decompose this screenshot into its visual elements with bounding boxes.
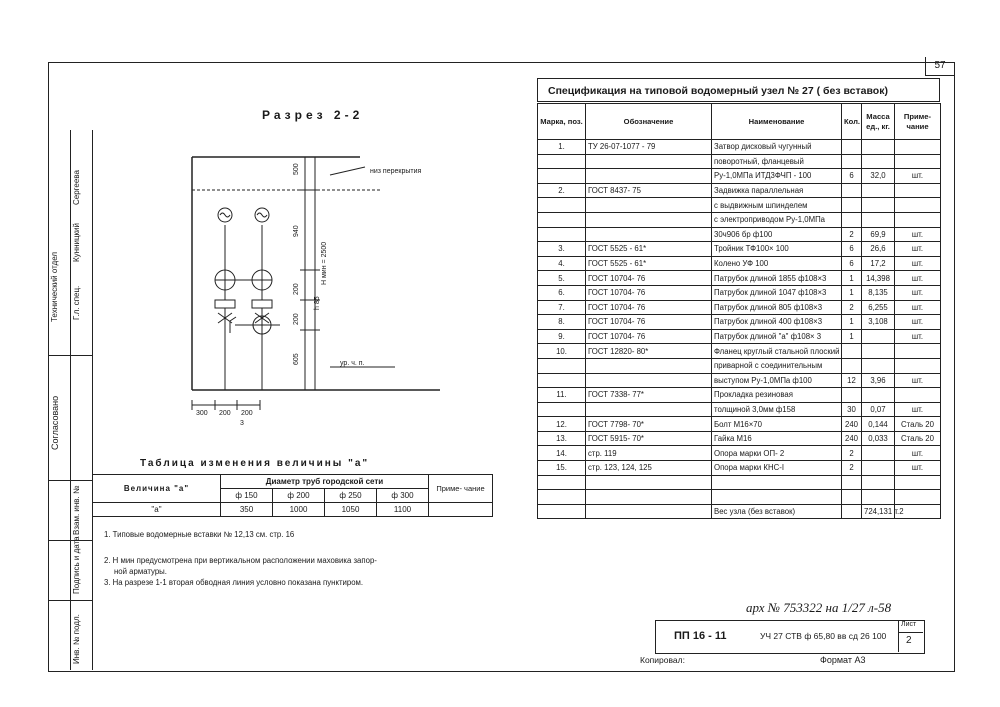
spec-cell-qty: 1 [842, 271, 862, 286]
section-title: Разрез 2-2 [262, 108, 364, 122]
spec-row [538, 271, 941, 286]
spec-cell-name: с выдвижным шпинделем [712, 198, 842, 213]
spec-cell-name: с электроприводом Pу-1,0МПа [712, 212, 842, 227]
spec-cell-designation [586, 198, 712, 213]
spec-cell-designation: ГОСТ 12820- 80* [586, 344, 712, 359]
spec-header-note: Приме- чание [895, 104, 941, 140]
spec-cell-qty: 12 [842, 373, 862, 388]
spec-cell-designation [586, 402, 712, 417]
change-value: 350 [221, 503, 273, 517]
label-ceiling: низ перекрытия [370, 168, 422, 175]
spec-cell-mark: 2. [538, 183, 586, 198]
spec-cell-qty: 2 [842, 300, 862, 315]
change-table-title: Таблица изменения величины "а" [140, 458, 370, 469]
spec-cell-qty [842, 388, 862, 403]
change-diameter: ф 150 [221, 489, 273, 503]
spec-cell-designation: ГОСТ 5525 - 61* [586, 242, 712, 257]
spec-cell-name: выступом Pу-1,0МПа ф100 [712, 373, 842, 388]
spec-cell-name: Патрубок длиной "а" ф108× 3 [712, 329, 842, 344]
spec-cell-note [895, 475, 941, 490]
note-line: ной арматуры. [114, 567, 167, 576]
spec-cell-qty [842, 183, 862, 198]
spec-cell-mark [538, 154, 586, 169]
spec-cell-designation [586, 212, 712, 227]
dim-label: 200 [241, 410, 253, 417]
dim-label: 300 [196, 410, 208, 417]
stamp-sheet-label: Лист [901, 621, 917, 628]
spec-cell-mass: 0,033 [862, 431, 895, 446]
spec-cell-name: 30ч906 бр ф100 [712, 227, 842, 242]
spec-cell-name: Патрубок длиной 805 ф108×3 [712, 300, 842, 315]
spec-cell-note: шт. [895, 256, 941, 271]
spec-cell-mark: 12. [538, 417, 586, 432]
spec-cell-designation: ГОСТ 10704- 76 [586, 315, 712, 330]
spec-cell-mass: 32,0 [862, 169, 895, 184]
change-col-group: Диаметр труб городской сети [221, 475, 429, 489]
spec-cell-name: Вес узла (без вставок) [712, 504, 842, 519]
spec-cell-note [895, 198, 941, 213]
dim-label: 200 [219, 410, 231, 417]
spec-cell-designation [586, 373, 712, 388]
spec-cell-qty: 2 [842, 227, 862, 242]
change-row-label: "а" [93, 503, 221, 517]
change-col-note: Приме- чание [429, 475, 493, 503]
spec-row [538, 461, 941, 476]
spec-row [538, 227, 941, 242]
spec-cell-mass: 3,108 [862, 315, 895, 330]
spec-cell-name: Колено УФ 100 [712, 256, 842, 271]
side-row-label: Кунницкий [72, 223, 81, 262]
spec-cell-note: шт. [895, 271, 941, 286]
spec-row [538, 183, 941, 198]
spec-cell-name: Фланец круглый стальной плоский [712, 344, 842, 359]
side-row-label: Г.л. спец. [72, 285, 81, 320]
dim-label: 200 [293, 283, 300, 295]
spec-cell-name: Опора марки ОП- 2 [712, 446, 842, 461]
spec-cell-note [895, 344, 941, 359]
spec-header-name: Наименование [712, 104, 842, 140]
spec-row [538, 212, 941, 227]
spec-cell-designation: ГОСТ 7798- 70* [586, 417, 712, 432]
spec-header-mass: Масса ед., кг. [862, 104, 895, 140]
spec-row [538, 358, 941, 373]
spec-cell-designation [586, 227, 712, 242]
spec-title: Спецификация на типовой водомерный узел № 27 ( без вставок) [537, 78, 940, 102]
spec-row [538, 154, 941, 169]
spec-row [538, 388, 941, 403]
spec-cell-note: шт. [895, 461, 941, 476]
spec-row [538, 315, 941, 330]
spec-cell-note [895, 490, 941, 505]
change-diameter: ф 300 [377, 489, 429, 503]
spec-cell-name: Pу-1,0МПа ИТД3ФЧП - 100 [712, 169, 842, 184]
spec-cell-mass [862, 344, 895, 359]
spec-cell-qty: 6 [842, 256, 862, 271]
spec-cell-mass [862, 198, 895, 213]
spec-row [538, 242, 941, 257]
spec-cell-mass [862, 388, 895, 403]
spec-cell-mass [862, 446, 895, 461]
spec-cell-designation: стр. 123, 124, 125 [586, 461, 712, 476]
spec-cell-mark: 11. [538, 388, 586, 403]
side-divider [48, 540, 92, 541]
spec-cell-mark [538, 490, 586, 505]
spec-cell-mark: 15. [538, 461, 586, 476]
spec-cell-qty: 6 [842, 169, 862, 184]
spec-cell-mass: 26,6 [862, 242, 895, 257]
archive-note: арх № 753322 на 1/27 л-58 [746, 600, 892, 615]
spec-cell-name: толщиной 3,0мм ф158 [712, 402, 842, 417]
side-stamp-field: Инв. № подл. [72, 614, 81, 664]
spec-cell-mass: 17,2 [862, 256, 895, 271]
change-value: 1050 [325, 503, 377, 517]
position-mark: 3 [240, 420, 244, 427]
stamp-divider [898, 620, 899, 652]
spec-cell-note: шт. [895, 373, 941, 388]
spec-cell-mass: 69,9 [862, 227, 895, 242]
change-table [92, 474, 493, 517]
spec-cell-note: шт. [895, 285, 941, 300]
spec-cell-qty: 30 [842, 402, 862, 417]
spec-cell-mass [862, 183, 895, 198]
spec-cell-qty: 1 [842, 329, 862, 344]
spec-cell-qty: 6 [842, 242, 862, 257]
spec-cell-mark [538, 169, 586, 184]
spec-cell-designation [586, 504, 712, 519]
spec-cell-designation: ГОСТ 5915- 70* [586, 431, 712, 446]
dim-h: h 85 [314, 296, 321, 310]
spec-cell-note [895, 212, 941, 227]
spec-cell-name [712, 490, 842, 505]
spec-cell-name: Затвор дисковый чугунный [712, 140, 842, 155]
spec-cell-mark [538, 373, 586, 388]
spec-table [537, 103, 941, 519]
change-value: 1000 [273, 503, 325, 517]
spec-cell-mark [538, 402, 586, 417]
spec-cell-mark: 10. [538, 344, 586, 359]
spec-cell-qty: 1 [842, 315, 862, 330]
spec-cell-mark: 3. [538, 242, 586, 257]
section-drawing [180, 145, 480, 430]
spec-cell-note [895, 154, 941, 169]
spec-header-designation: Обозначение [586, 104, 712, 140]
change-col-value: Величина "а" [93, 475, 221, 503]
spec-cell-designation [586, 475, 712, 490]
spec-row [538, 285, 941, 300]
spec-cell-qty [842, 140, 862, 155]
spec-header-qty: Кол. [842, 104, 862, 140]
copied-label: Копировал: [640, 655, 685, 665]
spec-cell-note: шт. [895, 402, 941, 417]
spec-cell-qty [842, 504, 862, 519]
spec-cell-mass [862, 154, 895, 169]
spec-cell-name: Патрубок длиной 400 ф108×3 [712, 315, 842, 330]
spec-cell-qty: 240 [842, 417, 862, 432]
side-divider [48, 480, 92, 481]
spec-cell-name: поворотный, фланцевый [712, 154, 842, 169]
stamp-divider [898, 632, 923, 633]
spec-cell-mass [862, 461, 895, 476]
spec-cell-qty: 2 [842, 446, 862, 461]
stamp-code: ПП 16 - 11 [674, 630, 727, 642]
spec-cell-mark: 14. [538, 446, 586, 461]
spec-cell-mass: 0,144 [862, 417, 895, 432]
spec-cell-qty: 1 [842, 285, 862, 300]
side-dept-label: Технический отдел [50, 251, 59, 322]
spec-cell-mark: 8. [538, 315, 586, 330]
spec-cell-designation: ГОСТ 5525 - 61* [586, 256, 712, 271]
spec-cell-mass [862, 212, 895, 227]
spec-row [538, 402, 941, 417]
spec-cell-designation: стр. 119 [586, 446, 712, 461]
dim-total: H мин = 2500 [321, 241, 328, 285]
spec-cell-qty [842, 198, 862, 213]
spec-cell-note: Сталь 20 [895, 431, 941, 446]
spec-cell-mass: 8,135 [862, 285, 895, 300]
stamp-title: УЧ 27 СТВ ф 65,80 вв сд 26 100 [760, 631, 887, 641]
spec-cell-qty [842, 154, 862, 169]
spec-row [538, 475, 941, 490]
motor-symbol-icon [257, 213, 267, 217]
spec-cell-qty [842, 344, 862, 359]
format-label: Формат А3 [820, 655, 866, 665]
spec-cell-mark: 7. [538, 300, 586, 315]
spec-cell-note: шт. [895, 227, 941, 242]
side-divider [48, 600, 92, 601]
spec-cell-mark: 1. [538, 140, 586, 155]
spec-cell-note [895, 183, 941, 198]
spec-cell-designation: ТУ 26-07-1077 - 79 [586, 140, 712, 155]
spec-cell-name: Болт М16×70 [712, 417, 842, 432]
spec-cell-designation: ГОСТ 10704- 76 [586, 271, 712, 286]
side-agreed-label: Согласовано [50, 395, 60, 450]
spec-cell-mass: 6,255 [862, 300, 895, 315]
spec-cell-mass: 14,398 [862, 271, 895, 286]
spec-row [538, 431, 941, 446]
spec-cell-mark: 9. [538, 329, 586, 344]
dim-label: 605 [293, 353, 300, 365]
spec-cell-name: Гайка М16 [712, 431, 842, 446]
dim-label: 500 [293, 163, 300, 175]
spec-cell-mass [862, 358, 895, 373]
spec-cell-mass: 3,96 [862, 373, 895, 388]
spec-cell-designation: ГОСТ 10704- 76 [586, 300, 712, 315]
spec-cell-name: Патрубок длиной 1047 ф108×3 [712, 285, 842, 300]
spec-row [538, 256, 941, 271]
dim-label: 940 [293, 225, 300, 237]
spec-cell-name: Опора марки КНС-I [712, 461, 842, 476]
note-line: 3. На разрезе 1-1 вторая обводная линия условно показана пунктиром. [104, 578, 364, 587]
stamp-sheet-number: 2 [906, 635, 912, 646]
side-divider [48, 355, 92, 356]
note-line: 1. Типовые водомерные вставки № 12,13 см. стр. 16 [104, 530, 295, 539]
change-value: 1100 [377, 503, 429, 517]
note-line: 2. Н мин предусмотрена при вертикальном расположении маховика запор- [104, 556, 377, 565]
spec-cell-mark [538, 358, 586, 373]
spec-cell-name: приварной с соединительным [712, 358, 842, 373]
spec-cell-name: Тройник ТФ100× 100 [712, 242, 842, 257]
spec-row [538, 504, 941, 519]
spec-cell-designation [586, 169, 712, 184]
spec-cell-mark [538, 227, 586, 242]
spec-cell-mark: 5. [538, 271, 586, 286]
spec-cell-mass [862, 140, 895, 155]
side-row-label: Сергеева [72, 170, 81, 205]
spec-cell-designation [586, 490, 712, 505]
change-diameter: ф 250 [325, 489, 377, 503]
spec-cell-note: шт. [895, 169, 941, 184]
spec-cell-designation: ГОСТ 7338- 77* [586, 388, 712, 403]
spec-cell-note: шт. [895, 446, 941, 461]
spec-cell-mark [538, 212, 586, 227]
spec-cell-designation: ГОСТ 10704- 76 [586, 329, 712, 344]
spec-cell-qty [842, 490, 862, 505]
spec-row [538, 373, 941, 388]
spec-cell-name: Задвижка параллельная [712, 183, 842, 198]
spec-row [538, 344, 941, 359]
spec-cell-name: Патрубок длиной 1855 ф108×3 [712, 271, 842, 286]
spec-cell-mark: 6. [538, 285, 586, 300]
spec-cell-note [895, 388, 941, 403]
spec-cell-mass [862, 329, 895, 344]
spec-row [538, 417, 941, 432]
spec-cell-name [712, 475, 842, 490]
spec-row [538, 446, 941, 461]
page-number: 57 [925, 57, 954, 76]
spec-row [538, 198, 941, 213]
spec-row [538, 329, 941, 344]
spec-cell-mark [538, 475, 586, 490]
spec-cell-note: Сталь 20 [895, 417, 941, 432]
spec-cell-mass: 0,07 [862, 402, 895, 417]
spec-cell-mass: 724,131 т.2 [862, 504, 895, 519]
spec-cell-designation [586, 358, 712, 373]
side-stamp-field: Подпись и дата [72, 536, 81, 594]
spec-cell-note: шт. [895, 329, 941, 344]
spec-row [538, 490, 941, 505]
spec-header-mark: Марка, поз. [538, 104, 586, 140]
spec-cell-mass [862, 475, 895, 490]
side-stamp-field: Взам. инв. № [72, 485, 81, 535]
spec-cell-note: шт. [895, 300, 941, 315]
dim-label: 200 [293, 313, 300, 325]
spec-row [538, 300, 941, 315]
spec-cell-note: шт. [895, 242, 941, 257]
spec-cell-note [895, 140, 941, 155]
spec-cell-mark [538, 504, 586, 519]
label-floor: ур. ч. п. [340, 360, 365, 367]
spec-cell-qty [842, 212, 862, 227]
spec-cell-qty: 2 [842, 461, 862, 476]
spec-cell-mass [862, 490, 895, 505]
spec-cell-designation [586, 154, 712, 169]
spec-cell-mark [538, 198, 586, 213]
spec-cell-note [895, 358, 941, 373]
gate-valve-icon [215, 300, 235, 308]
spec-cell-qty: 240 [842, 431, 862, 446]
spec-cell-designation: ГОСТ 10704- 76 [586, 285, 712, 300]
spec-cell-qty [842, 475, 862, 490]
spec-row [538, 140, 941, 155]
spec-cell-mark: 4. [538, 256, 586, 271]
spec-cell-mark: 13. [538, 431, 586, 446]
spec-cell-name: Прокладка резиновая [712, 388, 842, 403]
spec-cell-note: шт. [895, 315, 941, 330]
motor-symbol-icon [220, 213, 230, 217]
spec-cell-designation: ГОСТ 8437- 75 [586, 183, 712, 198]
gate-valve-icon [252, 300, 272, 308]
spec-row [538, 169, 941, 184]
change-diameter: ф 200 [273, 489, 325, 503]
spec-cell-qty [842, 358, 862, 373]
